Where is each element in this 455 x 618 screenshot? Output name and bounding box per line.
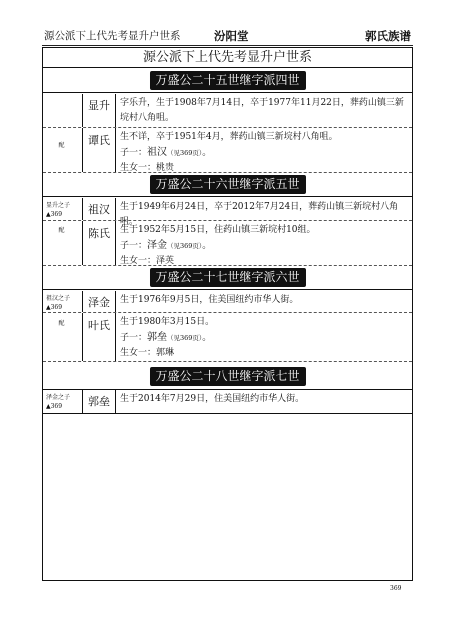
relation-cell: 配 [43, 221, 83, 265]
record-text [120, 223, 408, 269]
record-text [120, 315, 408, 361]
page-title: 源公派下上代先考显升户世系 [43, 48, 412, 68]
son-line: 子一：祖汉（见369页）。 [120, 147, 212, 158]
son-line: 子一：郭垒（见369页）。 [120, 332, 212, 343]
name-cell: 叶氏 [83, 313, 116, 361]
record-text: 生于2014年7月29日，住美国纽约市华人街。 [120, 394, 305, 404]
generation-banner-label: 万盛公二十六世继字派五世 [149, 175, 305, 194]
generation-banner [43, 266, 412, 290]
relation-cell [43, 94, 83, 127]
table-row [43, 94, 412, 128]
name-cell: 陈氏 [83, 221, 116, 265]
relation-cell: 配 [43, 313, 83, 361]
generation-banner [43, 173, 412, 197]
table-row [43, 221, 412, 266]
record-text: 生于1949年6月24日，卒于2012年7月24日，葬药山镇三新垸村八角咀。 [120, 202, 399, 227]
record-line: 生于1952年5月15日，住药山镇三新垸村10组。 [120, 225, 316, 235]
table-row [43, 390, 412, 414]
daughter-line: 生女一：郭琳 [120, 348, 175, 358]
generation-banner-label: 万盛公二十五世继字派四世 [149, 71, 305, 90]
daughter-line: 生女一：泽英 [120, 256, 175, 266]
page-number: 369 [390, 585, 402, 592]
relation-cell: 祖汉之子 ▲369 [43, 291, 83, 312]
daughter-line: 生女一：桃贵 [120, 163, 175, 173]
generation-banner [43, 69, 412, 93]
table-row [43, 291, 412, 313]
table-row [43, 313, 412, 362]
generation-banner-label: 万盛公二十七世继字派六世 [149, 268, 305, 287]
name-cell: 泽金 [83, 291, 116, 312]
record-line: 生于1980年3月15日。 [120, 317, 215, 327]
name-cell: 郭垒 [83, 390, 116, 413]
son-line: 子一：泽金（见369页）。 [120, 240, 212, 251]
table-row [43, 128, 412, 173]
record-text: 生于1976年9月5日，住美国纽约市华人街。 [120, 295, 299, 305]
relation-cell: 泽金之子 ▲369 [43, 390, 83, 413]
generation-banner [43, 362, 412, 390]
generation-banner-label: 万盛公二十八世继字派七世 [149, 367, 305, 386]
name-cell: 显升 [83, 94, 116, 127]
table-row [43, 198, 412, 227]
son-name: 泽金 [147, 240, 168, 251]
son-name: 祖汉 [147, 147, 168, 158]
name-cell: 祖汉 [83, 198, 116, 220]
header-right: 郭氏族谱 [365, 29, 411, 43]
record-text [120, 130, 408, 176]
header-left: 源公派下上代先考显升户世系 [44, 30, 181, 42]
record-text: 字乐升，生于1908年7月14日，卒于1977年11月22日，葬药山镇三新垸村八角咀。 [120, 98, 404, 123]
relation-cell: 配 [43, 128, 83, 172]
header-rule [42, 45, 413, 46]
son-name: 郭垒 [147, 332, 168, 343]
record-line: 生不详，卒于1951年4月，葬药山镇三新垸村八角咀。 [120, 132, 338, 142]
genealogy-table [42, 47, 413, 581]
header-center: 汾阳堂 [214, 29, 249, 43]
name-cell: 谭氏 [83, 128, 116, 172]
relation-cell: 显升之子 ▲369 [43, 198, 83, 220]
